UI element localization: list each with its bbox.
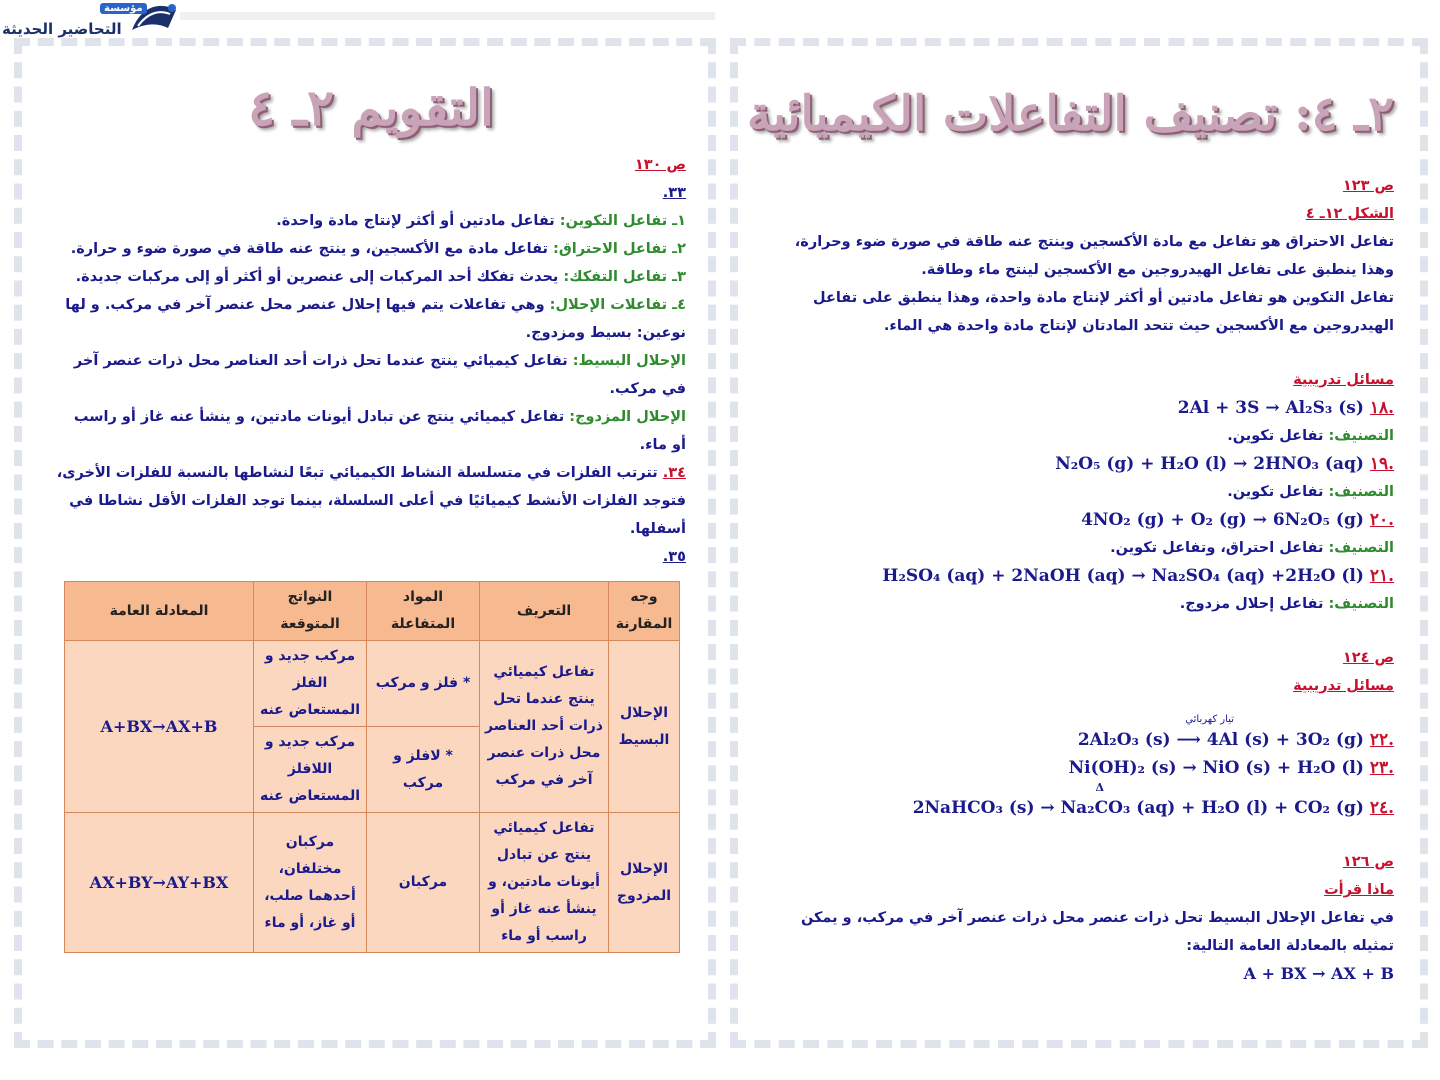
table-row	[65, 641, 680, 727]
classification-value: تفاعل احتراق، وتفاعل تكوين.	[1110, 540, 1324, 556]
header-reactants: المواد المتفاعلة	[367, 582, 480, 641]
header-comparison: وجه المقارنة	[609, 582, 680, 641]
problem-number: ٢٢.	[1369, 730, 1394, 750]
problem-number: ١٨.	[1369, 398, 1394, 418]
synthesis-paragraph: تفاعل التكوين هو تفاعل مادتين أو أكثر لإنتاج مادة واحدة، وهذا ينطبق على تفاعل الهيدروجين مع الأكسجين حيث تتحد المادتان لإنتاج مادة واحدة هي الماء.	[813, 290, 1394, 334]
double-equation: AX+BY→AY+BX	[65, 813, 254, 953]
comparison-table	[64, 581, 680, 953]
classification-value: تفاعل تكوين.	[1227, 484, 1324, 500]
classification-label: التصنيف:	[1328, 428, 1394, 444]
header-equation: المعادلة العامة	[65, 582, 254, 641]
double-label: الإحلال المزدوج	[609, 813, 680, 953]
header-definition: التعريف	[480, 582, 609, 641]
classification-value: تفاعل تكوين.	[1227, 428, 1324, 444]
double-replacement-def: الإحلال المزدوج: تفاعل كيميائي ينتج عن تبادل أيونات مادتين، و ينشأ عنه غاز أو راسب أو ماء.	[73, 409, 686, 453]
problem-18	[784, 394, 1394, 450]
problem-equation: 2Al₂O₃ (s) ⟶ 4Al (s) + 3O₂ (g)	[1077, 730, 1364, 750]
comparison-table-wrapper	[64, 581, 680, 953]
electric-current-note: تيار كهربائي	[1185, 714, 1234, 725]
simple-label: الإحلال البسيط	[609, 641, 680, 813]
answer-item-3: ٣ـ تفاعل التفكك: يحدث تفكك أحد المركبات إلى عنصرين أو أكثر أو إلى مركبات جديدة.	[75, 269, 686, 285]
question-34-answer: ٣٤. تترتب الفلزات في متسلسلة النشاط الكيميائي تبعًا لنشاطها بالنسبة للفلزات الأخرى، فتوجد الفلزات الأنشط كيميائيًا في أعلى السلسلة، بينما توجد الفلزات الأقل نشاطا في أسفلها.	[56, 465, 686, 537]
problem-number: ١٩.	[1369, 454, 1394, 474]
right-page	[730, 38, 1428, 1048]
problem-19	[784, 450, 1394, 506]
problem-24	[784, 782, 1394, 822]
classification-label: التصنيف:	[1328, 540, 1394, 556]
problem-21	[784, 562, 1394, 618]
problem-equation: Ni(OH)₂ (s) → NiO (s) + H₂O (l)	[1068, 758, 1364, 778]
table-header-row	[65, 582, 680, 641]
page-ref-126: ص ١٢٦	[1342, 854, 1394, 870]
heat-symbol: Δ	[1095, 781, 1104, 794]
double-reactants: مركبان	[367, 813, 480, 953]
simple-reactant-1: * فلز و مركب	[367, 641, 480, 727]
figure-ref: الشكل ١٢ـ ٤	[1305, 206, 1394, 222]
problem-number: ٢١.	[1369, 566, 1394, 586]
problem-22	[784, 714, 1394, 754]
classification-value: تفاعل إحلال مزدوج.	[1179, 596, 1324, 612]
practice-heading-2: مسائل تدريبية	[1293, 678, 1394, 694]
practice-heading-1: مسائل تدريبية	[1293, 372, 1394, 388]
problem-number: ٢٠.	[1369, 510, 1394, 530]
question-33-number: ٣٣.	[662, 185, 686, 201]
problem-equation: N₂O₅ (g) + H₂O (l) → 2HNO₃ (aq)	[1055, 454, 1364, 474]
problem-equation: 2Al + 3S → Al₂S₃ (s)	[1177, 398, 1364, 418]
answer-item-1: ١ـ تفاعل التكوين: تفاعل مادتين أو أكثر لإنتاج مادة واحدة.	[276, 213, 686, 229]
problem-number: ٢٣.	[1369, 758, 1394, 778]
simple-reactant-2: * لافلز و مركب	[367, 727, 480, 813]
page-ref-130: ص ١٣٠	[634, 157, 686, 173]
logo-brand: التحاضير الحديثة	[2, 20, 122, 38]
answer-item-2: ٢ـ تفاعل الاحتراق: تفاعل مادة مع الأكسجين، و ينتج عنه طاقة في صورة ضوء و حرارة.	[70, 241, 686, 257]
left-page-title: التقويم ٢ـ ٤	[248, 78, 494, 137]
header-products: النواتج المتوقعة	[254, 582, 367, 641]
right-page-content	[746, 86, 1394, 988]
simple-product-2: مركب جديد و اللافلز المستعاض عنه	[254, 727, 367, 813]
logo-subtitle: مؤسسة	[100, 3, 147, 14]
problem-20	[784, 506, 1394, 562]
what-read-text: في تفاعل الإحلال البسيط تحل ذرات عنصر محل ذرات عنصر آخر في مركب، و يمكن تمثيله بالمعادلة العامة التالية:	[800, 910, 1394, 954]
what-read-equation: A + BX → AX + B	[1243, 964, 1394, 983]
page-ref-124: ص ١٢٤	[1342, 650, 1394, 666]
simple-definition: تفاعل كيميائي ينتج عندما تحل ذرات أحد العناصر محل ذرات عنصر آخر في مركب	[480, 641, 609, 813]
answer-item-4: ٤ـ تفاعلات الإحلال: وهي تفاعلات يتم فيها إحلال عنصر محل عنصر آخر في مركب. و لها نوعين: بسيط ومزدوج.	[65, 297, 686, 341]
problem-23	[784, 754, 1394, 782]
simple-product-1: مركب جديد و الفلز المستعاض عنه	[254, 641, 367, 727]
left-page-content	[56, 78, 686, 571]
left-page	[14, 38, 716, 1048]
classification-label: التصنيف:	[1328, 484, 1394, 500]
table-row	[65, 813, 680, 953]
classification-label: التصنيف:	[1328, 596, 1394, 612]
right-page-title: ٢ـ ٤: تصنيف التفاعلات الكيميائية	[746, 86, 1394, 142]
what-read-heading: ماذا قرأت	[1324, 882, 1394, 898]
problem-number: ٢٤.	[1369, 798, 1394, 818]
problem-equation: 4NO₂ (g) + O₂ (g) → 6N₂O₅ (g)	[1081, 510, 1364, 530]
problem-equation: 2NaHCO₃ (s) → Na₂CO₃ (aq) + H₂O (l) + CO₂ (g)	[912, 798, 1364, 818]
simple-replacement-def: الإحلال البسيط: تفاعل كيميائي ينتج عندما تحل ذرات أحد العناصر محل ذرات عنصر آخر في مركب.	[73, 353, 686, 397]
double-products: مركبان مختلفان، أحدهما صلب، أو غاز، أو ماء	[254, 813, 367, 953]
top-bar	[180, 12, 715, 20]
problem-equation: H₂SO₄ (aq) + 2NaOH (aq) → Na₂SO₄ (aq) +2H₂O (l)	[882, 566, 1364, 586]
combustion-paragraph: تفاعل الاحتراق هو تفاعل مع مادة الأكسجين وينتج عنه طاقة في صورة ضوء وحرارة، وهذا ينطبق على تفاعل الهيدروجين مع الأكسجين لينتج ماء وطاقة.	[794, 234, 1394, 278]
page-ref-123: ص ١٢٣	[1342, 178, 1394, 194]
question-35-number: ٣٥.	[662, 549, 686, 565]
simple-equation: A+BX→AX+B	[65, 641, 254, 813]
double-definition: تفاعل كيميائي ينتج عن تبادل أيونات مادتين، و ينشأ عنه غاز أو راسب أو ماء	[480, 813, 609, 953]
